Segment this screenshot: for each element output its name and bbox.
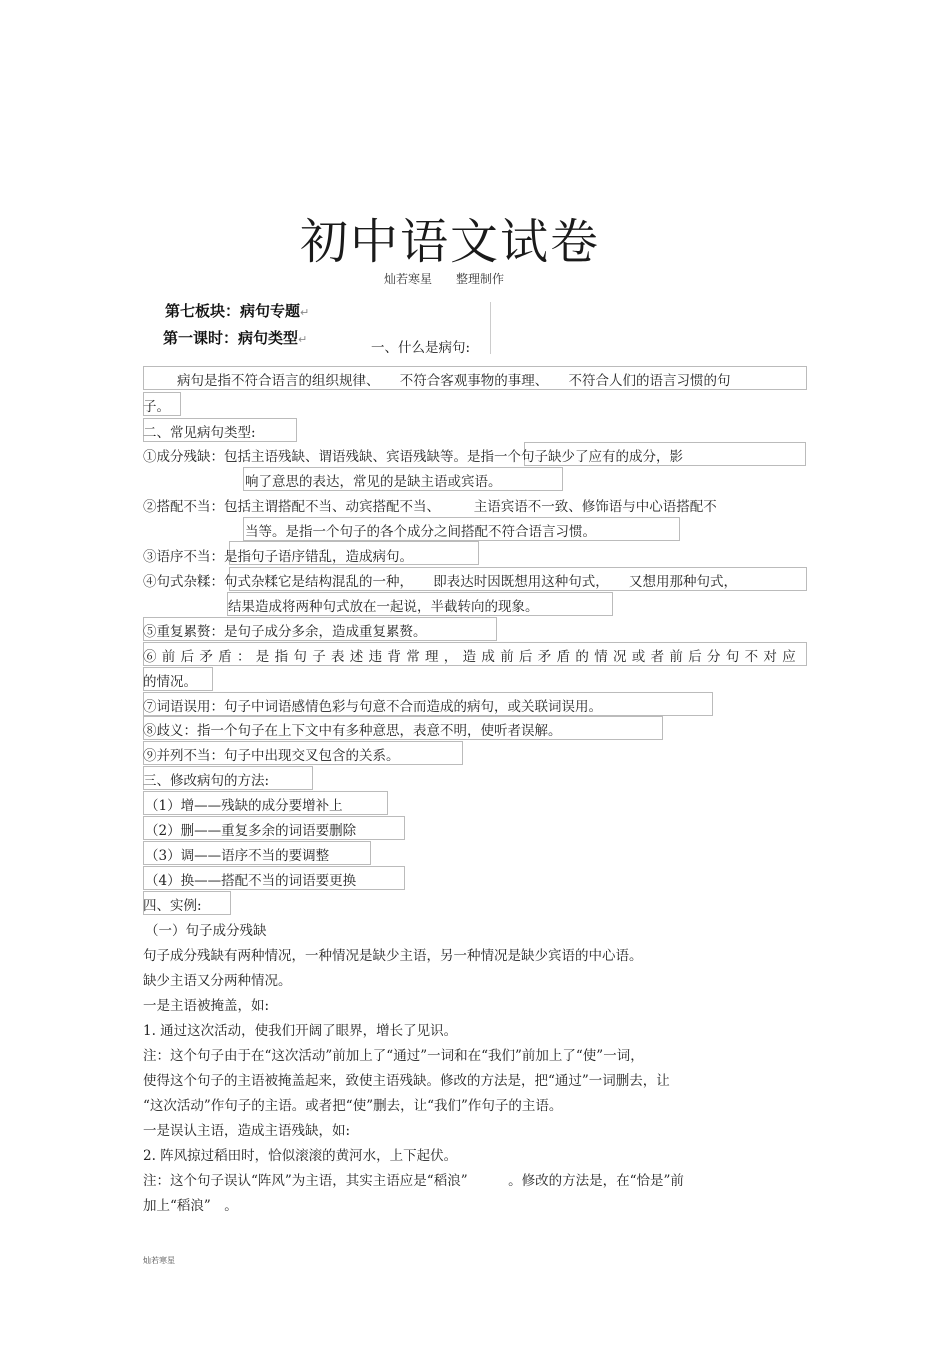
example1: 1. 通过这次活动，使我们开阔了眼界，增长了见识。 (143, 1023, 458, 1039)
type5: ⑤重复累赘：是句子成分多余，造成重复累赘。 (143, 624, 427, 640)
type4-line2: 结果造成将两种句式放在一起说，半截转向的现象。 (228, 599, 539, 615)
method1: （1）增——残缺的成分要增补上 (145, 798, 343, 814)
part4-p1: 句子成分残缺有两种情况，一种情况是缺少主语，另一种情况是缺少宾语的中心语。 (143, 948, 643, 964)
example2: 2. 阵风掠过稻田时，恰似滚滚的黄河水，上下起伏。 (143, 1148, 458, 1164)
type4-line1: ④句式杂糅：句式杂糅它是结构混乱的一种， 即表达时因既想用这种句式， 又想用那种句式， (143, 574, 737, 590)
method3: （3）调——语序不当的要调整 (145, 848, 330, 864)
document-title: 初中语文试卷 (300, 214, 601, 270)
part1-def-line1: 病句是指不符合语言的组织规律、 不符合客观事物的事理、 不符合人们的语言习惯的句 (177, 373, 731, 389)
type9: ⑨并列不当：句子中出现交叉包含的关系。 (143, 748, 400, 764)
type3: ③语序不当：是指句子语序错乱，造成病句。 (143, 549, 413, 565)
type6-line1: ⑥前后矛盾：是指句子表述违背常理，造成前后矛盾的情况或者前后分句不对应 (143, 649, 801, 665)
method4: （4）换——搭配不当的词语要更换 (145, 873, 357, 889)
note1-line2: 使得这个句子的主语被掩盖起来，致使主语残缺。修改的方法是，把“通过”一词删去，让 (143, 1073, 670, 1089)
page-footer: 灿若寒星 (143, 1256, 175, 1265)
type2-line2: 当等。是指一个句子的各个成分之间搭配不符合语言习惯。 (245, 524, 596, 540)
part1-def-line2: 子。 (143, 399, 170, 415)
subtitle-note: 整理制作 (456, 272, 505, 286)
divider-line (490, 302, 491, 354)
block-heading-text: 第七板块：病句专题 (165, 302, 301, 320)
note2-line1: 注：这个句子误认“阵风”为主语，其实主语应是“稻浪” 。修改的方法是，在“恰是”前 (143, 1173, 684, 1189)
part4-sub1: （一）句子成分残缺 (145, 923, 267, 939)
lesson-heading (163, 327, 307, 348)
note1-line3: “这次活动”作句子的主语。或者把“使”删去，让“我们”作句子的主语。 (143, 1098, 563, 1114)
part4-p4: 一是误认主语，造成主语残缺，如: (143, 1123, 351, 1139)
return-mark-icon: ↵ (300, 306, 310, 319)
part4-p2: 缺少主语又分两种情况。 (143, 973, 292, 989)
note1-line1: 注：这个句子由于在“这次活动”前加上了“通过”一词和在“我们”前加上了“使”一词， (143, 1048, 644, 1064)
type8: ⑧歧义：指一个句子在上下文中有多种意思，表意不明，使听者误解。 (143, 723, 562, 739)
method2: （2）删——重复多余的词语要删除 (145, 823, 357, 839)
subtitle-author: 灿若寒星 (384, 272, 433, 286)
block-heading (165, 300, 309, 321)
type2-line1: ②搭配不当：包括主谓搭配不当、动宾搭配不当、 主语宾语不一致、修饰语与中心语搭配不 (143, 499, 717, 515)
document-subtitle (384, 270, 528, 287)
part1-title: 一、什么是病句: (371, 340, 471, 356)
return-mark-icon: ↵ (298, 333, 308, 346)
part4-title: 四、实例: (143, 898, 202, 914)
note2-line2: 加上“稻浪” 。 (143, 1198, 238, 1214)
type1-line1: ①成分残缺：包括主语残缺、谓语残缺、宾语残缺等。是指一个句子缺少了应有的成分，影 (143, 449, 683, 465)
type6-line2: 的情况。 (143, 674, 197, 690)
part4-p3: 一是主语被掩盖，如: (143, 998, 270, 1014)
part3-title: 三、修改病句的方法: (143, 773, 270, 789)
lesson-heading-text: 第一课时：病句类型 (163, 329, 299, 347)
type1-line2: 响了意思的表达，常见的是缺主语或宾语。 (245, 474, 502, 490)
type7: ⑦词语误用：句子中词语感情色彩与句意不合而造成的病句，或关联词误用。 (143, 699, 602, 715)
part2-title: 二、常见病句类型: (143, 425, 256, 441)
